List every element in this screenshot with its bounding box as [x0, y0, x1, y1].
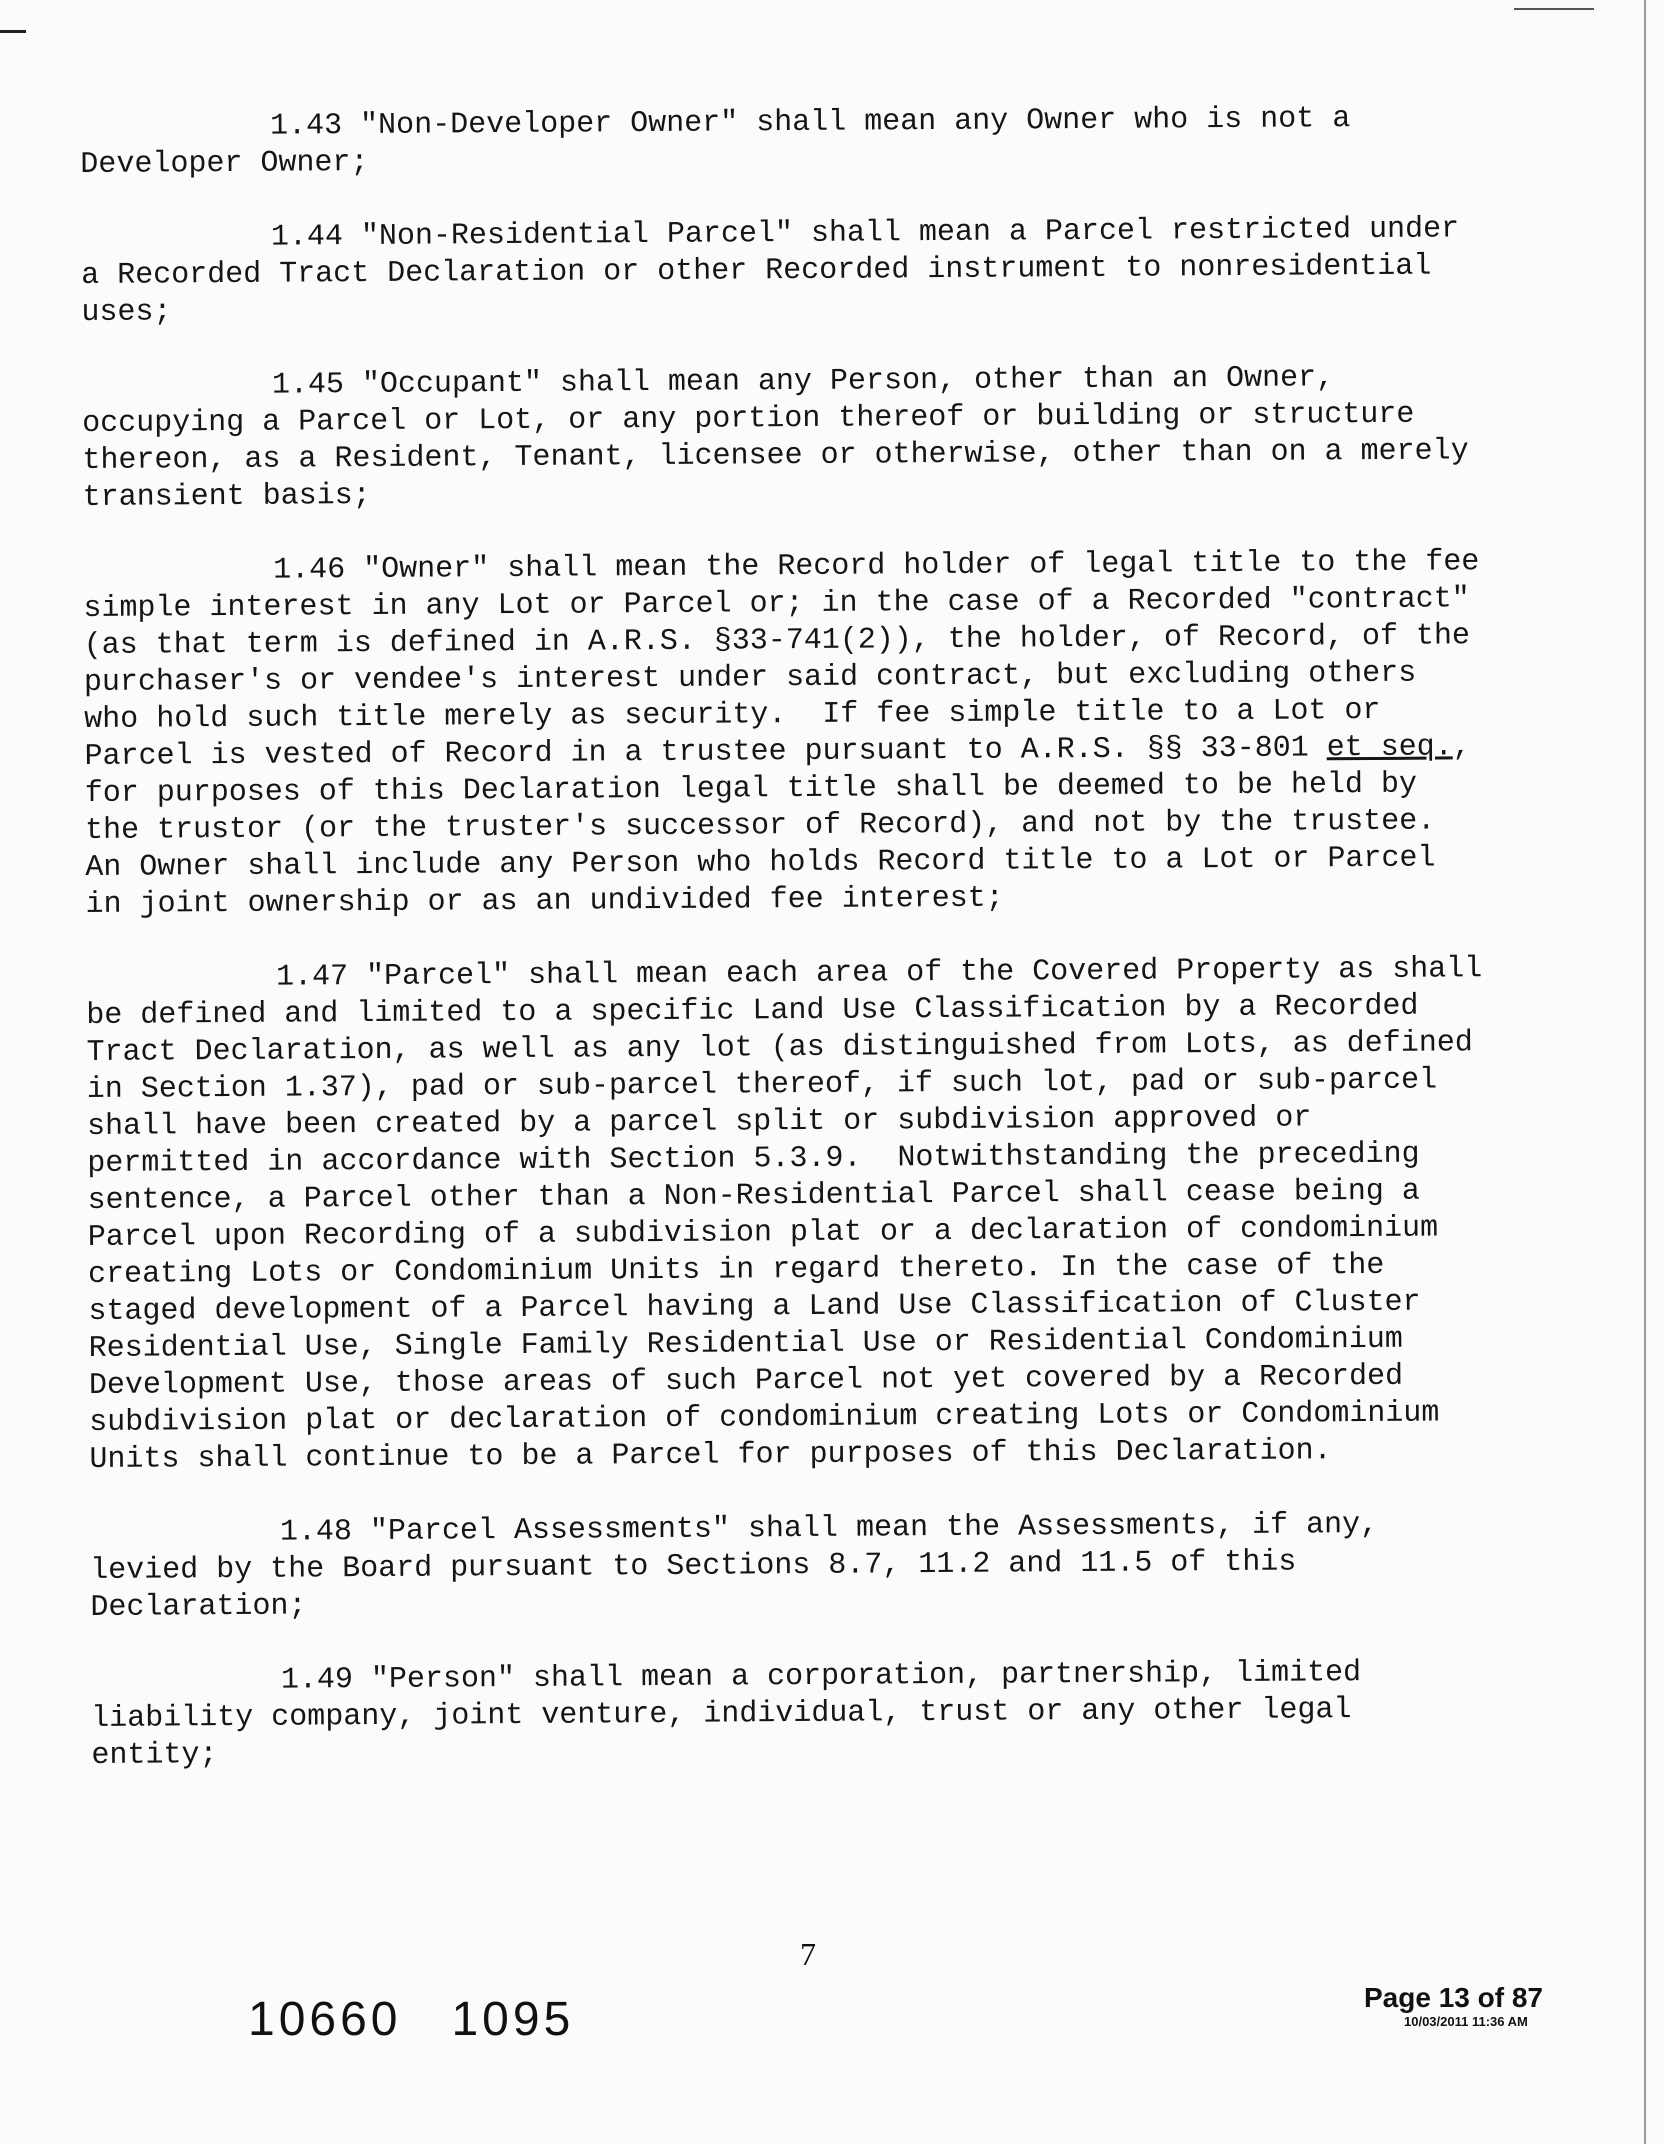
definition-line: who hold such title merely as security. If fee simple title to a Lot or	[84, 693, 1381, 737]
definition-line: levied by the Board pursuant to Sections 8.7, 11.2 and 11.5 of this	[90, 1545, 1297, 1588]
definition-line: 1.48 "Parcel Assessments" shall mean the Assessments, if any,	[279, 1507, 1379, 1550]
recording-page: 1095	[451, 1993, 575, 2046]
page-number: 7	[800, 1936, 816, 1972]
definition-1-47	[86, 951, 1530, 1479]
definition-line: in joint ownership or as an undivided fee interest;	[85, 881, 1004, 922]
scan-artifact-mark	[0, 30, 26, 33]
definition-line: Parcel upon Recording of a subdivision plat or a declaration of condominium	[87, 1211, 1439, 1255]
stamp-page-count: Page 13 of 87	[1364, 1982, 1543, 2013]
recording-number	[248, 1992, 624, 2047]
recording-book: 10660	[248, 1993, 402, 2046]
definition-line: (as that term is defined in A.R.S. §33-741(2)), the holder, of Record, of the	[83, 619, 1471, 663]
definition-line: 1.45 "Occupant" shall mean any Person, other than an Owner,	[271, 361, 1335, 403]
definition-1-49	[91, 1654, 1532, 1775]
definition-line-punct: ,	[1452, 730, 1471, 765]
definition-line: for purposes of this Declaration legal title shall be deemed to be held by	[84, 767, 1418, 811]
definition-line: creating Lots or Condominium Units in regard thereto. In the case of the	[88, 1248, 1385, 1292]
definition-line: 1.46 "Owner" shall mean the Record holder of legal title to the fee	[273, 545, 1480, 588]
definition-line: 1.44 "Non-Residential Parcel" shall mean a Parcel restricted under	[270, 212, 1460, 255]
definition-line: shall have been created by a parcel split or subdivision approved or	[86, 1101, 1312, 1144]
scan-artifact-line	[1514, 8, 1594, 10]
definition-line: simple interest in any Lot or Parcel or; in the case of a Recorded "contract"	[83, 582, 1470, 626]
recorder-stamp	[1364, 1982, 1543, 2029]
definition-line: Developer Owner;	[80, 145, 369, 182]
definition-line: liability company, joint venture, individual, trust or any other legal	[91, 1693, 1352, 1736]
definition-line: occupying a Parcel or Lot, or any portion thereof or building or structure	[82, 397, 1415, 441]
definition-line: 1.49 "Person" shall mean a corporation, partnership, limited	[280, 1656, 1362, 1698]
definition-line: purchaser's or vendee's interest under said contract, but excluding others	[83, 656, 1417, 700]
definition-line: transient basis;	[82, 478, 371, 515]
definition-line-text: Parcel is vested of Record in a trustee pursuant to A.R.S. §§ 33-801	[84, 731, 1327, 774]
definition-line: 1.43 "Non-Developer Owner" shall mean any Owner who is not a	[270, 102, 1351, 144]
definition-line: in Section 1.37), pad or sub-parcel thereof, if such lot, pad or sub-parcel	[86, 1063, 1438, 1107]
definition-1-45	[82, 359, 1523, 517]
definition-line: the trustor (or the truster's successor of Record), and not by the trustee.	[84, 804, 1436, 848]
definition-line: thereon, as a Resident, Tenant, licensee or otherwise, other than on a merely	[82, 434, 1469, 478]
definition-line: Tract Declaration, as well as any lot (as distinguished from Lots, as defined	[86, 1026, 1473, 1070]
stamp-timestamp: 10/03/2011 11:36 AM	[1404, 2014, 1528, 2029]
definition-line: entity;	[91, 1738, 218, 1773]
definition-1-44	[81, 211, 1522, 332]
definition-line: An Owner shall include any Person who holds Record title to a Lot or Parcel	[85, 841, 1436, 885]
definition-line: Development Use, those areas of such Parcel not yet covered by a Recorded	[88, 1359, 1404, 1403]
definition-line: a Recorded Tract Declaration or other Recorded instrument to nonresidential	[81, 249, 1432, 293]
definition-line: Units shall continue to be a Parcel for purposes of this Declaration.	[89, 1434, 1332, 1477]
definition-line: Declaration;	[90, 1589, 307, 1625]
definition-line: sentence, a Parcel other than a Non-Residential Parcel shall cease being a	[87, 1174, 1420, 1218]
definition-1-48	[90, 1506, 1531, 1627]
definition-line: staged development of a Parcel having a Land Use Classification of Cluster	[88, 1285, 1421, 1329]
definition-line: subdivision plat or declaration of condominium creating Lots or Condominium	[89, 1396, 1440, 1440]
scan-page-edge	[1644, 0, 1646, 2144]
definition-line: be defined and limited to a specific Land Use Classification by a Recorded	[86, 989, 1419, 1033]
definition-line: Residential Use, Single Family Residential Use or Residential Condominium	[88, 1322, 1403, 1366]
definition-line: permitted in accordance with Section 5.3.9. Notwithstanding the preceding	[87, 1137, 1420, 1181]
definitions-body	[80, 100, 1532, 1812]
definition-line: 1.47 "Parcel" shall mean each area of the Covered Property as shall	[275, 952, 1483, 995]
definition-1-43	[80, 100, 1520, 184]
definition-line: uses;	[81, 295, 172, 330]
et-seq-underlined: et seq.	[1326, 730, 1453, 766]
definition-1-46	[83, 544, 1526, 924]
